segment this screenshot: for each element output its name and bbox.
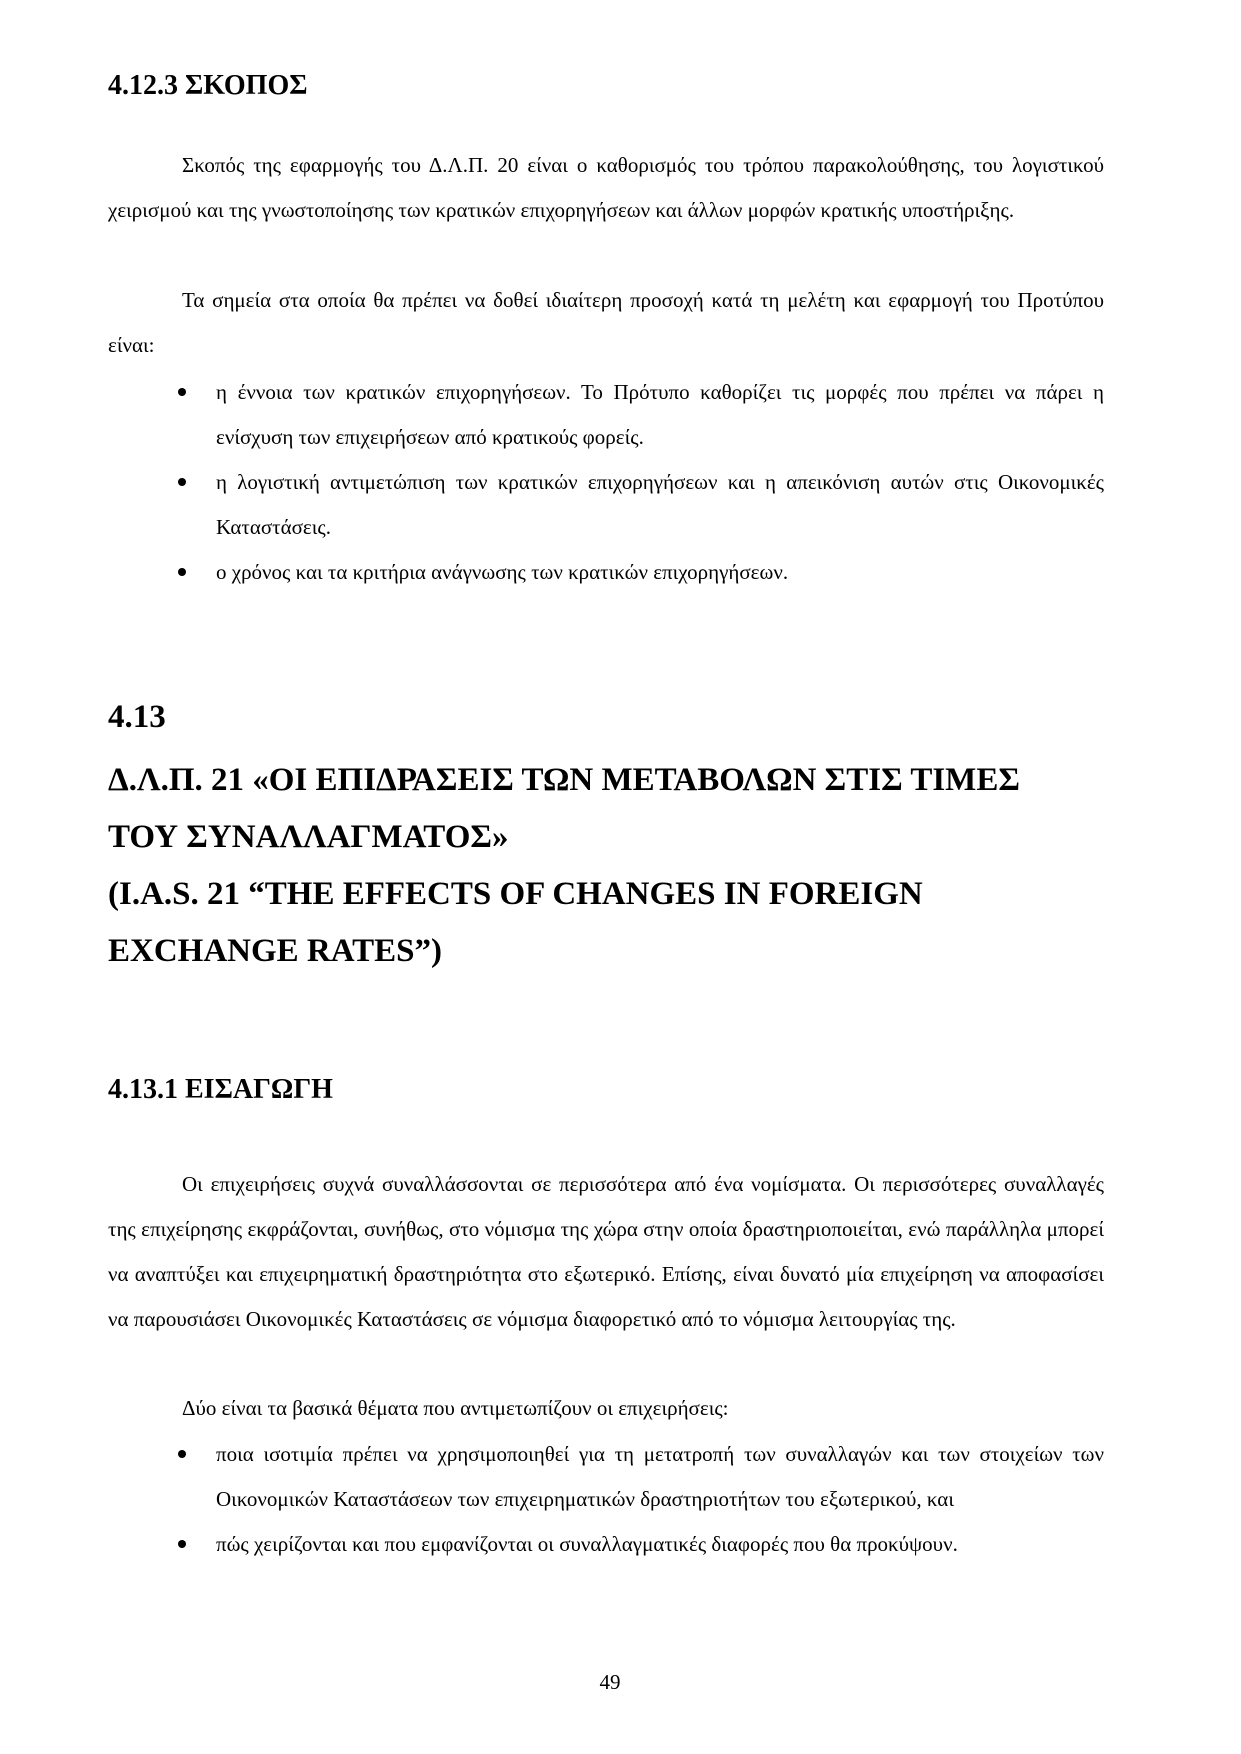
points-intro-text: Τα σημεία στα οποία θα πρέπει να δοθεί ιδιαίτερη προσοχή κατά τη μελέτη και εφαρμογή του Προτύπου είναι: [108,288,1104,357]
title-line: ΤΟΥ ΣΥΝΑΛΛΑΓΜΑΤΟΣ» [108,819,509,855]
introduction-text: Οι επιχειρήσεις συχνά συναλλάσσονται σε περισσότερα από ένα νομίσματα. Οι περισσότερες συναλλαγές της επιχείρησης εκφράζονται, συνήθως, στο νόμισμα της χώρα στην οποία δραστηριοποιείται, ενώ παράλληλα μπορεί να αναπτύξει και επιχειρηματική δραστηριότητα στο εξωτερικό. Επίσης, είναι δυνατό μία επιχείρηση να αποφασίσει να παρουσιάσει Οικονομικές Καταστάσεις σε νόμισμα διαφορετικό από το νόμισμα λειτουργίας της. [108,1172,1104,1331]
purpose-text: Σκοπός της εφαρμογής του Δ.Λ.Π. 20 είναι ο καθορισμός του τρόπου παρακολούθησης, του λογιστικού χειρισμού και της γνωστοποίησης των κρατικών επιχορηγήσεων και άλλων μορφών κρατικής υποστήριξης. [108,153,1104,222]
list-item-text: ποια ισοτιμία πρέπει να χρησιμοποιηθεί για τη μετατροπή των συναλλαγών και των στοιχείων των Οικονομικών Καταστάσεων των επιχειρηματικών δραστηριοτήτων του εξωτερικού, και [216,1442,1104,1511]
title-line: Δ.Λ.Π. 21 «ΟΙ ΕΠΙΔΡΑΣΕΙΣ ΤΩΝ ΜΕΤΑΒΟΛΩΝ ΣΤΙΣ ΤΙΜΕΣ [108,762,1020,798]
bullet-icon [178,1450,186,1458]
title-line: (I.A.S. 21 “THE EFFECTS OF CHANGES IN FOREIGN [108,876,923,912]
list-item-text: η έννοια των κρατικών επιχορηγήσεων. Το Πρότυπο καθορίζει τις μορφές που πρέπει να πάρει η ενίσχυση των επιχειρήσεων από κρατικούς φορείς. [216,380,1104,449]
list-item [216,460,1104,550]
section-heading-4-13-1: 4.13.1 ΕΙΣΑΓΩΓΗ [108,1074,333,1105]
bullet-icon [178,478,186,486]
title-line: EXCHANGE RATES”) [108,933,443,969]
issues-list [216,1432,1104,1567]
issues-intro-text: Δύο είναι τα βασικά θέματα που αντιμετωπίζουν οι επιχειρήσεις: [182,1396,729,1420]
list-item [216,550,1104,595]
bullet-icon [178,388,186,396]
list-item-text: η λογιστική αντιμετώπιση των κρατικών επιχορηγήσεων και η απεικόνιση αυτών στις Οικονομικές Καταστάσεις. [216,470,1104,539]
page-number: 49 [599,1670,621,1694]
bullet-icon [178,1540,186,1548]
section-heading-4-12-3: 4.12.3 ΣΚΟΠΟΣ [108,70,308,101]
purpose-paragraph [108,143,1104,233]
section-number-4-13: 4.13 [108,699,166,735]
key-points-list [216,370,1104,595]
list-item [216,1522,1104,1567]
list-item-text: πώς χειρίζονται και που εμφανίζονται οι συναλλαγματικές διαφορές που θα προκύψουν. [216,1532,958,1556]
list-item-text: ο χρόνος και τα κριτήρια ανάγνωσης των κρατικών επιχορηγήσεων. [216,560,789,584]
list-item [216,1432,1104,1522]
points-intro-paragraph [108,278,1104,368]
bullet-icon [178,568,186,576]
list-item [216,370,1104,460]
issues-intro-paragraph [108,1386,1104,1431]
introduction-paragraph [108,1162,1104,1342]
standard-title [108,752,1148,980]
